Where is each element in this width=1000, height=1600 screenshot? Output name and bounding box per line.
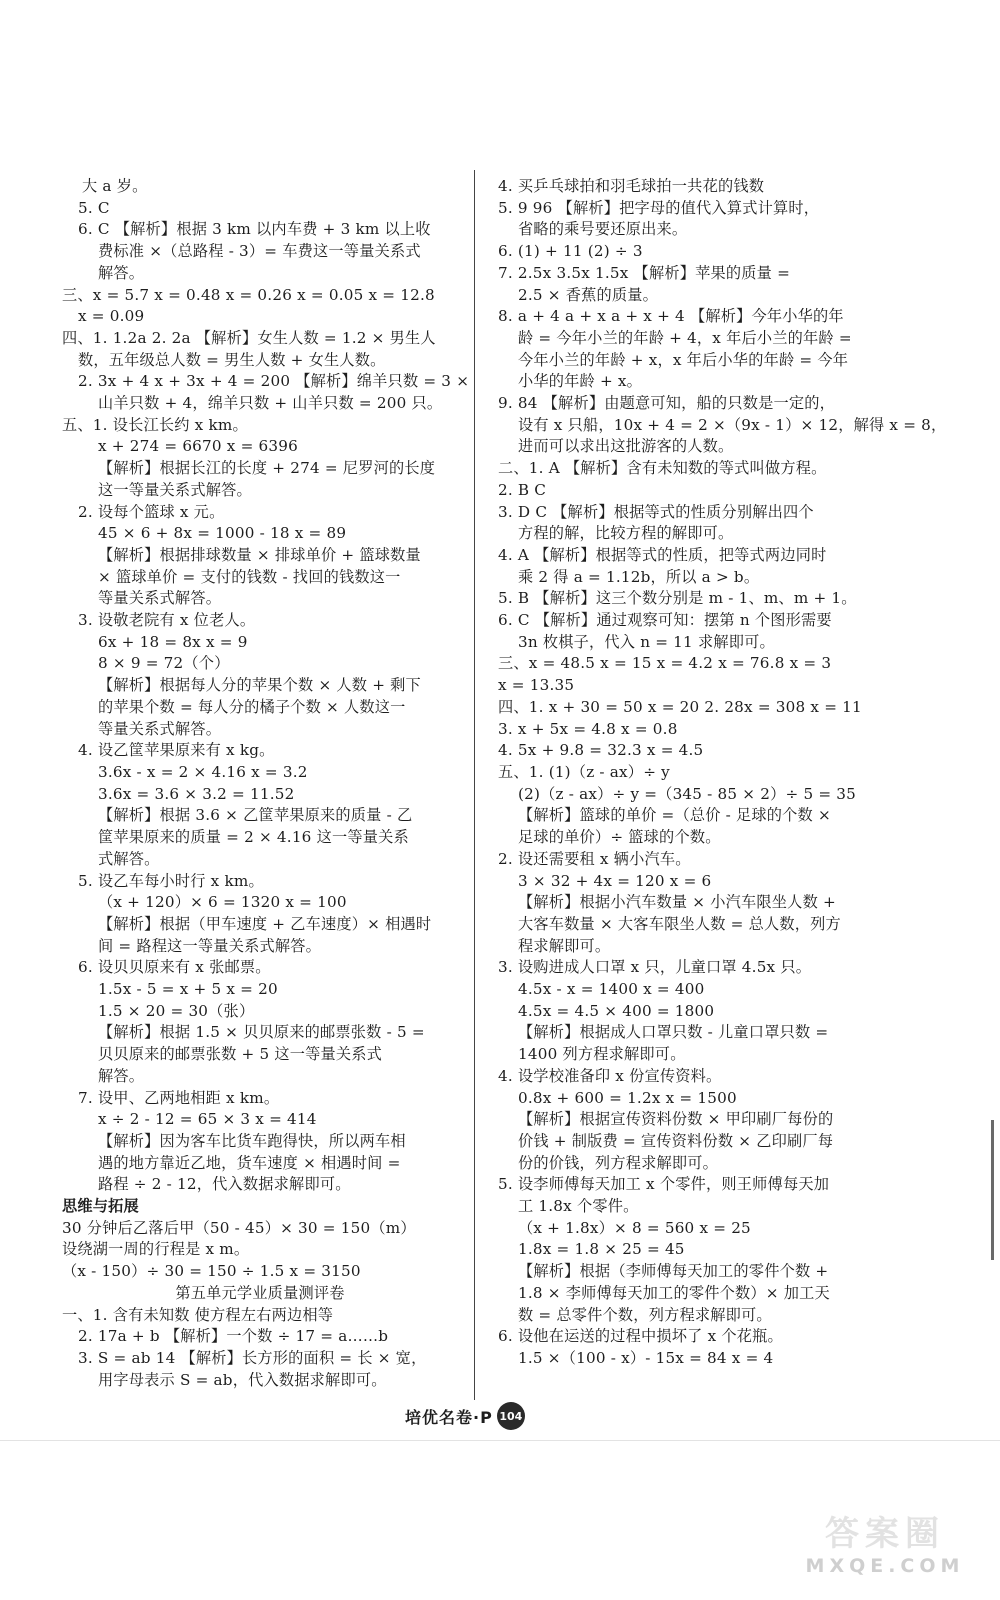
answer-line: 3 × 32 + 4x = 120 x = 6 [518,871,712,890]
answer-line: 一、1. 含有未知数 使方程左右两边相等 [62,1305,334,1324]
right-answer-column [498,176,947,1370]
answer-line: 【解析】根据（甲车速度 + 乙车速度）× 相遇时 [98,914,432,933]
answer-line: 【解析】根据宣传资料份数 × 甲印刷厂每份的 [518,1110,834,1129]
answer-line: 工 1.8x 个零件。 [518,1197,639,1216]
answer-line: 份的价钱，列方程求解即可。 [518,1153,719,1172]
answer-line: 5. 设乙车每小时行 x km。 [78,871,264,890]
section-heading: 思维与拓展 [62,1197,139,1216]
answer-line: 间 = 路程这一等量关系式解答。 [98,936,322,955]
answer-line: 2.5 × 香蕉的质量。 [518,285,659,304]
answer-line: 【解析】根据（李师傅每天加工的零件个数 + [518,1262,829,1281]
answer-line: 价钱 + 制版费 = 宣传资料份数 × 乙印刷厂每 [518,1131,834,1150]
answer-line: 2. 设每个篮球 x 元。 [78,502,225,521]
answer-line: 7. 设甲、乙两地相距 x km。 [78,1088,280,1107]
answer-line: 3. 设敬老院有 x 位老人。 [78,611,256,630]
answer-line: 30 分钟后乙落后甲（50 - 45）× 30 = 150（m） [62,1218,416,1237]
answer-line: 费标准 ×（总路程 - 3）= 车费这一等量关系式 [98,242,421,261]
answer-line: 3.6x - x = 2 × 4.16 x = 3.2 [98,762,308,781]
answer-line: （x - 150）÷ 30 = 150 ÷ 1.5 x = 3150 [62,1262,361,1281]
answer-line: 二、1. A 【解析】含有未知数的等式叫做方程。 [498,459,827,478]
answer-line: x = 13.35 [498,676,575,695]
answer-line: 乘 2 得 a = 1.12b，所以 a > b。 [518,567,760,586]
answer-line: 3. 设购进成人口罩 x 只，儿童口罩 4.5x 只。 [498,958,812,977]
answer-line: 今年小兰的年龄 + x，x 年后小华的年龄 = 今年 [518,350,849,369]
answer-line: 1.5x - 5 = x + 5 x = 20 [98,980,278,999]
watermark-logo [790,1506,980,1576]
answer-line: 4. 买乒乓球拍和羽毛球拍一共花的钱数 [498,177,765,195]
answer-line: 龄 = 今年小兰的年龄 + 4，x 年后小兰的年龄 = [518,328,852,347]
answer-line: 6x + 18 = 8x x = 9 [98,632,248,651]
answer-line: 9. 84 【解析】由题意可知，船的只数是一定的， [498,394,836,413]
answer-line: 进而可以求出这批游客的人数。 [518,437,734,456]
answer-line: 遇的地方靠近乙地，货车速度 × 相遇时间 = [98,1153,401,1172]
answer-line: 三、x = 48.5 x = 15 x = 4.2 x = 76.8 x = 3 [498,654,832,673]
answer-line: 路程 ÷ 2 - 12，代入数据求解即可。 [98,1175,351,1194]
answer-line: 6. C 【解析】根据 3 km 以内车费 + 3 km 以上收 [78,220,431,239]
column-divider [474,170,475,1400]
answer-line: 【解析】根据每人分的苹果个数 × 人数 + 剩下 [98,676,421,695]
answer-line: 2. 设还需要租 x 辆小汽车。 [498,849,691,868]
answer-line: 6. 设他在运送的过程中损坏了 x 个花瓶。 [498,1327,783,1346]
answer-line: 数 = 总零件个数，列方程求解即可。 [518,1305,772,1324]
answer-line: 8. a + 4 a + x a + x + 4 【解析】今年小华的年 [498,307,844,326]
answer-line: 大客车数量 × 大客车限坐人数 = 总人数，列方 [518,914,841,933]
answer-line: 2. B C [498,480,547,499]
answer-line: 大 a 岁。 [82,177,148,195]
answer-line: 5. 设李师傅每天加工 x 个零件，则王师傅每天加 [498,1175,830,1194]
page-footer [405,1402,525,1430]
answer-line: 【解析】根据排球数量 × 排球单价 + 篮球数量 [98,545,421,564]
answer-line: 4. 5x + 9.8 = 32.3 x = 4.5 [498,741,704,760]
answer-line: 7. 2.5x 3.5x 1.5x 【解析】苹果的质量 = [498,263,790,282]
answer-line: 省略的乘号要还原出来。 [518,220,688,239]
answer-line: 5. 9 96 【解析】把字母的值代入算式计算时， [498,198,820,217]
answer-line: 4. 设学校准备印 x 份宣传资料。 [498,1066,722,1085]
left-answer-column [62,176,470,1391]
answer-line: 数，五年级总人数 = 男生人数 + 女生人数。 [78,350,386,369]
answer-line: 6. C 【解析】通过观察可知：摆第 n 个图形需要 [498,611,832,630]
answer-line: 5. C [78,198,110,217]
answer-line: × 篮球单价 = 支付的钱数 - 找回的钱数这一 [98,567,401,586]
answer-line: 【解析】根据成人口罩只数 - 儿童口罩只数 = [518,1023,829,1042]
answer-line: 解答。 [98,263,145,282]
answer-line: 【解析】根据 1.5 × 贝贝原来的邮票张数 - 5 = [98,1023,425,1042]
answer-line: 【解析】因为客车比货车跑得快，所以两车相 [98,1131,406,1150]
answer-line: 4.5x - x = 1400 x = 400 [518,980,705,999]
answer-line: x + 274 = 6670 x = 6396 [98,437,298,456]
answer-line: 1.5 ×（100 - x）- 15x = 84 x = 4 [518,1348,774,1367]
watermark-title: 答案圈 [825,1514,945,1554]
answer-line: 程求解即可。 [518,936,611,955]
answer-line: 3. S = ab 14 【解析】长方形的面积 = 长 × 宽， [78,1348,427,1367]
answer-line: 1.8 × 李师傅每天加工的零件个数）× 加工天 [518,1283,830,1302]
answer-line: 小华的年龄 + x。 [518,372,643,391]
answer-line: 1400 列方程求解即可。 [518,1045,686,1064]
page-number-badge: 104 [497,1402,525,1430]
answer-line: 【解析】根据小汽车数量 × 小汽车限坐人数 + [518,893,836,912]
footer-brand: 培优名卷·P [405,1407,493,1427]
answer-line: 等量关系式解答。 [98,719,222,738]
answer-line: （x + 120）× 6 = 1320 x = 100 [98,893,347,912]
answer-line: 山羊只数 + 4，绵羊只数 + 山羊只数 = 200 只。 [98,394,443,413]
section-heading: 第五单元学业质量测评卷 [175,1283,345,1302]
answer-line: 1.5 × 20 = 30（张） [98,1001,255,1020]
scan-edge-mark [991,1120,994,1260]
answer-line: 5. B 【解析】这三个数分别是 m - 1、m、m + 1。 [498,589,857,608]
answer-line: 【解析】根据 3.6 × 乙筐苹果原来的质量 - 乙 [98,806,413,825]
answer-line: 设绕湖一周的行程是 x m。 [62,1240,250,1259]
answer-line: 方程的解，比较方程的解即可。 [518,524,734,543]
answer-line: 五、1. 设长江长约 x km。 [62,415,248,434]
answer-line: 45 × 6 + 8x = 1000 - 18 x = 89 [98,524,347,543]
answer-line: 用字母表示 S = ab，代入数据求解即可。 [98,1370,387,1389]
answer-line: 3n 枚棋子，代入 n = 11 求解即可。 [518,632,775,651]
answer-line: 2. 3x + 4 x + 3x + 4 = 200 【解析】绵羊只数 = 3 × [78,372,470,391]
answer-line: 4.5x = 4.5 × 400 = 1800 [518,1001,715,1020]
answer-line: x ÷ 2 - 12 = 65 × 3 x = 414 [98,1110,317,1129]
answer-line: 足球的单价）÷ 篮球的个数。 [518,828,721,847]
answer-line: 筐苹果原来的质量 = 2 × 4.16 这一等量关系 [98,828,409,847]
answer-line: 四、1. x + 30 = 50 x = 20 2. 28x = 308 x = 11 [498,697,862,716]
answer-line: 式解答。 [98,849,160,868]
answer-line: 3.6x = 3.6 × 3.2 = 11.52 [98,784,295,803]
answer-line: 4. 设乙筐苹果原来有 x kg。 [78,741,275,760]
footer-rule [0,1440,1000,1441]
answer-line: 解答。 [98,1066,145,1085]
answer-line: 【解析】篮球的单价 =（总价 - 足球的个数 × [518,806,831,825]
answer-line: 4. A 【解析】根据等式的性质，把等式两边同时 [498,545,827,564]
answer-line: 等量关系式解答。 [98,589,222,608]
answer-line: 这一等量关系式解答。 [98,480,252,499]
answer-line: 贝贝原来的邮票张数 + 5 这一等量关系式 [98,1045,383,1064]
answer-line: 3. x + 5x = 4.8 x = 0.8 [498,719,678,738]
answer-line: 8 × 9 = 72（个） [98,654,230,673]
answer-line: 2. 17a + b 【解析】一个数 ÷ 17 = a……b [78,1327,389,1346]
answer-line: 设有 x 只船，10x + 4 = 2 ×（9x - 1）× 12，解得 x = 8， [518,415,947,434]
answer-line: 3. D C 【解析】根据等式的性质分别解出四个 [498,502,814,521]
answer-line: 6. (1) + 11 (2) ÷ 3 [498,242,643,261]
answer-line: 四、1. 1.2a 2. 2a 【解析】女生人数 = 1.2 × 男生人 [62,328,436,347]
watermark-url: MXQE.COM [805,1555,965,1577]
answer-line: 五、1. (1)（z - ax）÷ y [498,762,670,781]
answer-line: （x + 1.8x）× 8 = 560 x = 25 [518,1218,751,1237]
answer-line: 1.8x = 1.8 × 25 = 45 [518,1240,685,1259]
answer-line: 的苹果个数 = 每人分的橘子个数 × 人数这一 [98,697,406,716]
answer-line: 6. 设贝贝原来有 x 张邮票。 [78,958,271,977]
answer-line: x = 0.09 [78,307,145,326]
answer-line: 0.8x + 600 = 1.2x x = 1500 [518,1088,737,1107]
answer-line: 三、x = 5.7 x = 0.48 x = 0.26 x = 0.05 x = 12.8 [62,285,435,304]
answer-line: (2)（z - ax）÷ y =（345 - 85 × 2）÷ 5 = 35 [518,784,857,803]
answer-line: 【解析】根据长江的长度 + 274 = 尼罗河的长度 [98,459,436,478]
